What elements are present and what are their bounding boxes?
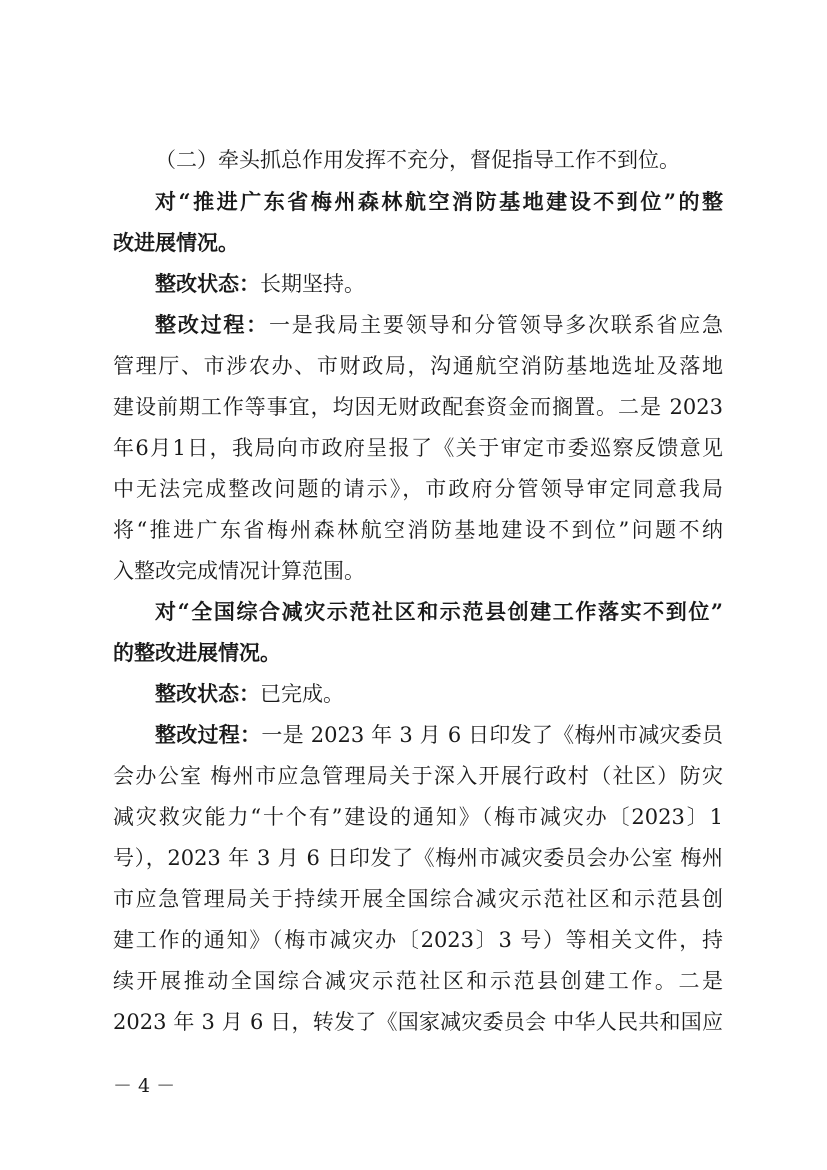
item-heading-1-cont: 改进展情况。 [113,230,239,255]
body-line: 年6月1日，我局向市政府呈报了《关于审定市委巡察反馈意见 [113,436,723,460]
status-label: 整改状态： [155,681,260,706]
body-line: 入整改完成情况计算范围。 [113,559,365,583]
page-number: － 4 － [113,1075,176,1097]
section-heading: （二）牵头抓总作用发挥不充分，督促指导工作不到位。 [155,148,680,172]
body-line: 会办公室 梅州市应急管理局关于深入开展行政村（社区）防灾 [113,764,723,788]
body-line: 建设前期工作等事宜，均因无财政配套资金而搁置。二是 2023 [113,395,723,419]
item-heading-2: 对“全国综合减灾示范社区和示范县创建工作落实不到位” [155,599,723,624]
status-value: 长期坚持。 [260,272,365,296]
item-heading-1: 对“推进广东省梅州森林航空消防基地建设不到位”的整 [155,189,723,214]
status-line-2 [155,674,723,714]
body-line: 号），2023 年 3 月 6 日印发了《梅州市减灾委员会办公室 梅州 [113,846,723,870]
body-line: 将“推进广东省梅州森林航空消防基地建设不到位”问题不纳 [113,518,723,542]
body-line: 减灾救灾能力“十个有”建设的通知》（梅市减灾办〔2023〕1 [113,805,723,829]
status-label: 整改状态： [155,271,260,296]
body-line: 建工作的通知》（梅市减灾办〔2023〕3 号）等相关文件，持 [113,928,723,952]
body-line: 续开展推动全国综合减灾示范社区和示范县创建工作。二是 [113,969,723,993]
body-line: 2023 年 3 月 6 日，转发了《国家减灾委员会 中华人民共和国应 [113,1010,723,1034]
status-value: 已完成。 [260,682,344,706]
process-line-1: 整改过程：一是我局主要领导和分管领导多次联系省应急 [155,312,724,337]
body-line: 管理厅、市涉农办、市财政局，沟通航空消防基地选址及落地 [113,354,723,378]
item-heading-2-cont: 的整改进展情况。 [113,640,281,665]
process-label: 整改过程： [155,722,262,747]
process-line-2: 整改过程：一是 2023 年 3 月 6 日印发了《梅州市减灾委员 [155,722,724,747]
body-line: 市应急管理局关于持续开展全国综合减灾示范社区和示范县创 [113,887,723,911]
body-line: 中无法完成整改问题的请示》，市政府分管领导审定同意我局 [113,477,723,501]
status-line-1 [155,264,723,304]
process-label: 整改过程： [155,312,269,337]
